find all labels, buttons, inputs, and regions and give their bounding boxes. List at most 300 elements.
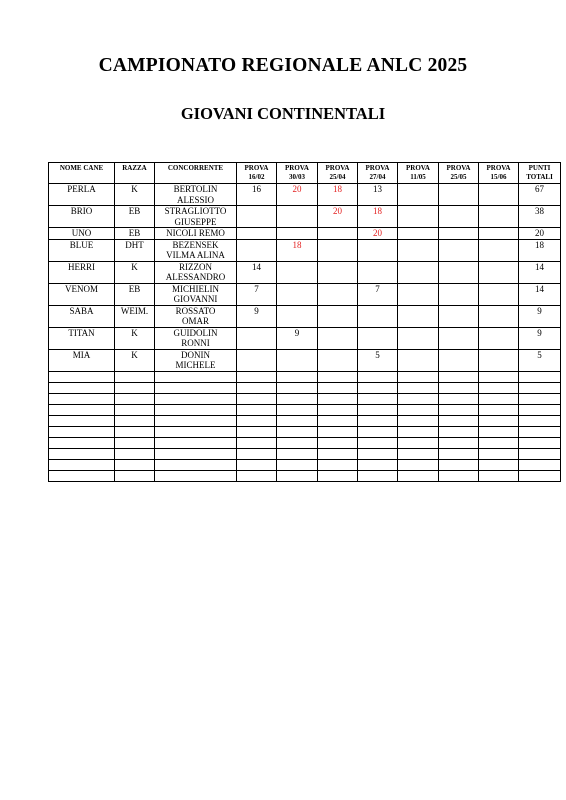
- cell-competitor: [155, 261, 237, 283]
- cell-competitor-line: VILMA ALINA: [166, 250, 225, 260]
- empty-cell: [115, 371, 155, 382]
- empty-cell: [439, 404, 479, 415]
- cell-breed-line: K: [131, 184, 138, 194]
- cell-total-points-line: 9: [537, 305, 542, 316]
- empty-cell: [277, 470, 318, 481]
- cell-dog-name-line: BRIO: [70, 206, 93, 216]
- header-dog-name-line: NOME CANE: [59, 164, 104, 172]
- empty-cell: [49, 415, 115, 426]
- empty-cell: [49, 448, 115, 459]
- empty-cell: [237, 470, 277, 481]
- table-row: [49, 327, 561, 349]
- cell-dog-name: [49, 305, 115, 327]
- cell-breed: [115, 283, 155, 305]
- empty-table-row: [49, 448, 561, 459]
- cell-total-points-line: 9: [537, 327, 542, 338]
- cell-competitor-line: MICHELE: [175, 360, 216, 370]
- cell-trial-1602: [237, 349, 277, 371]
- cell-trial-1506: [479, 349, 519, 371]
- cell-trial-2704-line: 7: [375, 283, 380, 294]
- cell-trial-1105: [398, 206, 439, 228]
- cell-trial-2505: [439, 206, 479, 228]
- empty-cell: [49, 459, 115, 470]
- cell-trial-2704-line: 5: [375, 349, 380, 360]
- cell-trial-1602: [237, 261, 277, 283]
- empty-cell: [439, 437, 479, 448]
- empty-cell: [49, 382, 115, 393]
- cell-dog-name: [49, 228, 115, 240]
- document-subtitle: GIOVANI CONTINENTALI: [180, 104, 386, 123]
- empty-cell: [318, 415, 358, 426]
- cell-competitor-line: BEZENSEK: [172, 239, 219, 250]
- header-trial-2704-line: 27/04: [369, 172, 386, 181]
- cell-dog-name-line: TITAN: [68, 327, 95, 338]
- cell-trial-1506: [479, 228, 519, 240]
- cell-trial-1506: [479, 184, 519, 206]
- empty-cell: [115, 459, 155, 470]
- cell-trial-1506: [479, 283, 519, 305]
- cell-trial-1602: [237, 239, 277, 261]
- empty-cell: [439, 448, 479, 459]
- cell-dog-name: [49, 239, 115, 261]
- empty-cell: [318, 371, 358, 382]
- table-row: [49, 228, 561, 240]
- empty-cell: [479, 404, 519, 415]
- cell-breed: [115, 239, 155, 261]
- empty-cell: [155, 393, 237, 404]
- table-row: [49, 239, 561, 261]
- empty-table-row: [49, 415, 561, 426]
- cell-total-points: [519, 239, 561, 261]
- cell-trial-2505: [439, 228, 479, 240]
- cell-competitor-line: RIZZON: [179, 261, 212, 272]
- empty-table-row: [49, 382, 561, 393]
- cell-trial-1602: [237, 327, 277, 349]
- header-trial-1602-line: 16/02: [248, 172, 265, 181]
- cell-competitor: [155, 349, 237, 371]
- table-row: [49, 206, 561, 228]
- header-trial-2504-line: 25/04: [329, 172, 346, 181]
- empty-cell: [318, 459, 358, 470]
- empty-cell: [115, 382, 155, 393]
- cell-breed-line: K: [131, 261, 138, 272]
- empty-cell: [237, 382, 277, 393]
- empty-cell: [519, 415, 561, 426]
- cell-trial-2504: [318, 327, 358, 349]
- empty-cell: [479, 426, 519, 437]
- empty-cell: [439, 459, 479, 470]
- empty-cell: [358, 404, 398, 415]
- header-trial-1602: [237, 163, 277, 184]
- empty-cell: [155, 426, 237, 437]
- header-trial-2704: [358, 163, 398, 184]
- cell-trial-1602: [237, 228, 277, 240]
- empty-cell: [439, 393, 479, 404]
- cell-breed-line: EB: [128, 283, 141, 294]
- table-row: [49, 283, 561, 305]
- empty-cell: [358, 459, 398, 470]
- empty-cell: [155, 448, 237, 459]
- empty-cell: [318, 382, 358, 393]
- cell-total-points-line: 67: [535, 184, 544, 194]
- empty-table-row: [49, 371, 561, 382]
- header-trial-1105-line: PROVA: [406, 164, 430, 172]
- cell-trial-2704: [358, 261, 398, 283]
- cell-trial-2505: [439, 184, 479, 206]
- empty-cell: [358, 415, 398, 426]
- header-trial-2704-line: PROVA: [365, 164, 390, 172]
- cell-trial-2504: [318, 228, 358, 240]
- cell-breed-line: DHT: [125, 239, 144, 250]
- cell-trial-2704: [358, 184, 398, 206]
- table-row: [49, 305, 561, 327]
- empty-cell: [439, 382, 479, 393]
- cell-trial-2704-line: 13: [373, 184, 382, 194]
- empty-cell: [277, 415, 318, 426]
- header-dog-name: [49, 163, 115, 184]
- cell-breed: [115, 206, 155, 228]
- cell-trial-3003: [277, 349, 318, 371]
- empty-cell: [155, 404, 237, 415]
- empty-cell: [318, 404, 358, 415]
- empty-cell: [398, 382, 439, 393]
- empty-table-row: [49, 404, 561, 415]
- empty-cell: [398, 426, 439, 437]
- header-trial-2505-line: 25/05: [450, 172, 467, 181]
- cell-total-points-line: 5: [537, 349, 542, 360]
- cell-total-points-line: 18: [535, 239, 544, 250]
- cell-trial-1105: [398, 261, 439, 283]
- cell-breed: [115, 327, 155, 349]
- header-total-points-line: TOTALI: [526, 172, 553, 181]
- empty-cell: [115, 426, 155, 437]
- cell-breed-line: WEIM.: [120, 305, 149, 316]
- empty-table-row: [49, 426, 561, 437]
- cell-competitor: [155, 184, 237, 206]
- empty-cell: [237, 404, 277, 415]
- empty-cell: [398, 470, 439, 481]
- header-breed: [115, 163, 155, 184]
- empty-cell: [519, 426, 561, 437]
- empty-cell: [519, 459, 561, 470]
- cell-trial-2504: [318, 239, 358, 261]
- empty-cell: [277, 459, 318, 470]
- empty-cell: [398, 448, 439, 459]
- empty-cell: [115, 470, 155, 481]
- cell-total-points: [519, 261, 561, 283]
- cell-competitor-line: ALESSIO: [176, 194, 214, 205]
- header-trial-2504-line: PROVA: [325, 164, 350, 172]
- cell-trial-2704: [358, 206, 398, 228]
- empty-cell: [49, 371, 115, 382]
- header-competitor: [155, 163, 237, 184]
- cell-trial-3003-line: 9: [294, 327, 300, 338]
- cell-dog-name: [49, 184, 115, 206]
- cell-competitor-line: MICHIELIN: [172, 283, 219, 294]
- cell-dog-name-line: MIA: [72, 349, 91, 360]
- document-title: CAMPIONATO REGIONALE ANLC 2025: [98, 55, 468, 76]
- empty-cell: [439, 470, 479, 481]
- empty-cell: [277, 393, 318, 404]
- empty-cell: [155, 382, 237, 393]
- empty-cell: [398, 437, 439, 448]
- cell-trial-2505: [439, 283, 479, 305]
- empty-cell: [277, 371, 318, 382]
- header-competitor-line: CONCORRENTE: [167, 164, 224, 172]
- cell-total-points: [519, 305, 561, 327]
- cell-dog-name: [49, 261, 115, 283]
- empty-cell: [358, 371, 398, 382]
- empty-cell: [155, 437, 237, 448]
- empty-cell: [439, 426, 479, 437]
- cell-breed: [115, 184, 155, 206]
- header-trial-2505-line: PROVA: [446, 164, 471, 172]
- header-trial-1105: [398, 163, 439, 184]
- cell-competitor-line: NICOLI REMO: [166, 228, 225, 238]
- cell-trial-1602-line: 14: [252, 261, 261, 272]
- cell-trial-1506: [479, 261, 519, 283]
- empty-cell: [277, 448, 318, 459]
- cell-trial-2505: [439, 239, 479, 261]
- empty-cell: [155, 371, 237, 382]
- empty-cell: [49, 404, 115, 415]
- empty-cell: [237, 448, 277, 459]
- table-row: [49, 349, 561, 371]
- cell-dog-name-line: HERRI: [68, 261, 95, 272]
- cell-trial-3003: [277, 239, 318, 261]
- cell-total-points-line: 14: [535, 283, 544, 294]
- cell-trial-2505: [439, 327, 479, 349]
- empty-cell: [237, 415, 277, 426]
- empty-cell: [479, 382, 519, 393]
- empty-cell: [155, 470, 237, 481]
- empty-cell: [155, 415, 237, 426]
- cell-trial-1506: [479, 327, 519, 349]
- cell-dog-name-line: SABA: [69, 305, 94, 316]
- cell-trial-2504-line: 18: [333, 184, 342, 194]
- cell-trial-1602-line: 16: [252, 184, 261, 194]
- empty-cell: [115, 393, 155, 404]
- empty-table-row: [49, 470, 561, 481]
- cell-breed: [115, 228, 155, 240]
- empty-cell: [237, 371, 277, 382]
- table-row: [49, 261, 561, 283]
- empty-cell: [358, 448, 398, 459]
- cell-trial-1602: [237, 305, 277, 327]
- header-trial-1105-line: 11/05: [410, 172, 426, 181]
- cell-breed-line: K: [131, 327, 138, 338]
- cell-competitor: [155, 239, 237, 261]
- header-trial-1506: [479, 163, 519, 184]
- empty-cell: [358, 393, 398, 404]
- empty-cell: [115, 404, 155, 415]
- cell-trial-1602: [237, 184, 277, 206]
- empty-cell: [277, 437, 318, 448]
- header-breed-line: RAZZA: [122, 164, 147, 172]
- cell-total-points: [519, 327, 561, 349]
- cell-total-points: [519, 228, 561, 240]
- cell-trial-1105: [398, 305, 439, 327]
- empty-cell: [358, 382, 398, 393]
- cell-trial-2704: [358, 239, 398, 261]
- empty-cell: [479, 459, 519, 470]
- empty-table-row: [49, 437, 561, 448]
- empty-cell: [398, 459, 439, 470]
- empty-cell: [49, 393, 115, 404]
- cell-competitor-line: ROSSATO: [175, 305, 216, 316]
- cell-trial-2704-line: 20: [373, 228, 382, 238]
- cell-total-points: [519, 206, 561, 228]
- empty-cell: [479, 470, 519, 481]
- empty-cell: [479, 448, 519, 459]
- cell-trial-3003: [277, 228, 318, 240]
- empty-cell: [115, 448, 155, 459]
- cell-competitor: [155, 206, 237, 228]
- empty-cell: [519, 393, 561, 404]
- cell-trial-3003: [277, 206, 318, 228]
- cell-breed-line: K: [131, 349, 138, 360]
- cell-competitor: [155, 327, 237, 349]
- cell-trial-1602: [237, 206, 277, 228]
- cell-competitor-line: STRAGLIOTTO: [164, 206, 227, 216]
- cell-trial-2504: [318, 184, 358, 206]
- cell-trial-1105: [398, 228, 439, 240]
- cell-trial-2504: [318, 206, 358, 228]
- cell-competitor-line: DONIN: [181, 349, 210, 360]
- cell-total-points-line: 14: [535, 261, 544, 272]
- cell-total-points: [519, 349, 561, 371]
- cell-trial-3003: [277, 261, 318, 283]
- cell-competitor: [155, 283, 237, 305]
- cell-trial-1506: [479, 206, 519, 228]
- cell-breed: [115, 305, 155, 327]
- empty-cell: [398, 404, 439, 415]
- empty-cell: [479, 393, 519, 404]
- cell-competitor: [155, 228, 237, 240]
- cell-competitor: [155, 305, 237, 327]
- cell-total-points: [519, 184, 561, 206]
- empty-cell: [519, 404, 561, 415]
- cell-trial-1602-line: 9: [254, 305, 259, 316]
- cell-total-points: [519, 283, 561, 305]
- cell-dog-name-line: UNO: [71, 228, 92, 238]
- cell-trial-1602-line: 7: [254, 283, 259, 294]
- empty-cell: [398, 415, 439, 426]
- cell-trial-2704: [358, 283, 398, 305]
- cell-dog-name-line: VENOM: [65, 283, 98, 294]
- cell-trial-1506: [479, 305, 519, 327]
- cell-dog-name-line: BLUE: [69, 239, 94, 250]
- header-trial-3003: [277, 163, 318, 184]
- header-trial-2504: [318, 163, 358, 184]
- empty-cell: [398, 371, 439, 382]
- header-total-points: [519, 163, 561, 184]
- empty-cell: [439, 415, 479, 426]
- empty-cell: [318, 426, 358, 437]
- empty-cell: [519, 448, 561, 459]
- cell-trial-1105: [398, 349, 439, 371]
- cell-trial-1506: [479, 239, 519, 261]
- cell-trial-2505: [439, 305, 479, 327]
- empty-cell: [479, 371, 519, 382]
- header-row: [49, 163, 561, 184]
- cell-trial-3003: [277, 305, 318, 327]
- cell-trial-3003: [277, 327, 318, 349]
- cell-competitor-line: ALESSANDRO: [165, 272, 226, 282]
- empty-cell: [49, 437, 115, 448]
- empty-cell: [358, 437, 398, 448]
- header-trial-3003-line: PROVA: [285, 164, 309, 172]
- empty-cell: [318, 437, 358, 448]
- empty-cell: [519, 382, 561, 393]
- cell-trial-1105: [398, 283, 439, 305]
- empty-cell: [318, 470, 358, 481]
- empty-cell: [155, 459, 237, 470]
- empty-cell: [277, 382, 318, 393]
- empty-table-row: [49, 393, 561, 404]
- cell-dog-name: [49, 349, 115, 371]
- empty-cell: [479, 415, 519, 426]
- cell-trial-1105: [398, 184, 439, 206]
- empty-cell: [115, 415, 155, 426]
- empty-cell: [318, 393, 358, 404]
- cell-trial-2504: [318, 283, 358, 305]
- table-body: [49, 184, 561, 482]
- cell-total-points-line: 38: [535, 206, 544, 216]
- empty-cell: [519, 371, 561, 382]
- header-total-points-line: PUNTI: [528, 164, 551, 172]
- cell-trial-2504: [318, 305, 358, 327]
- empty-cell: [237, 437, 277, 448]
- empty-cell: [277, 404, 318, 415]
- cell-breed-line: EB: [128, 228, 141, 238]
- header-trial-1506-line: 15/06: [490, 172, 507, 181]
- cell-trial-3003: [277, 184, 318, 206]
- cell-breed: [115, 349, 155, 371]
- empty-cell: [519, 437, 561, 448]
- empty-cell: [49, 470, 115, 481]
- header-trial-1602-line: PROVA: [244, 164, 269, 172]
- empty-cell: [277, 426, 318, 437]
- cell-trial-2704: [358, 349, 398, 371]
- cell-trial-3003-line: 18: [292, 239, 302, 250]
- cell-trial-2504: [318, 261, 358, 283]
- cell-trial-2504: [318, 349, 358, 371]
- empty-cell: [49, 426, 115, 437]
- cell-trial-2504-line: 20: [333, 206, 342, 216]
- cell-trial-2704: [358, 305, 398, 327]
- empty-cell: [237, 426, 277, 437]
- empty-table-row: [49, 459, 561, 470]
- cell-dog-name: [49, 327, 115, 349]
- cell-competitor-line: OMAR: [181, 316, 209, 326]
- cell-competitor-line: BERTOLIN: [173, 184, 218, 194]
- empty-cell: [237, 393, 277, 404]
- cell-competitor-line: GIOVANNI: [173, 294, 218, 304]
- cell-dog-name: [49, 206, 115, 228]
- header-trial-3003-line: 30/03: [289, 172, 305, 181]
- cell-trial-2505: [439, 261, 479, 283]
- cell-competitor-line: GUIDOLIN: [173, 327, 218, 338]
- cell-competitor-line: RONNI: [181, 338, 210, 348]
- standings-table: [48, 162, 561, 482]
- table-row: [49, 184, 561, 206]
- header-trial-2505: [439, 163, 479, 184]
- empty-cell: [439, 371, 479, 382]
- empty-cell: [237, 459, 277, 470]
- empty-cell: [479, 437, 519, 448]
- cell-trial-3003: [277, 283, 318, 305]
